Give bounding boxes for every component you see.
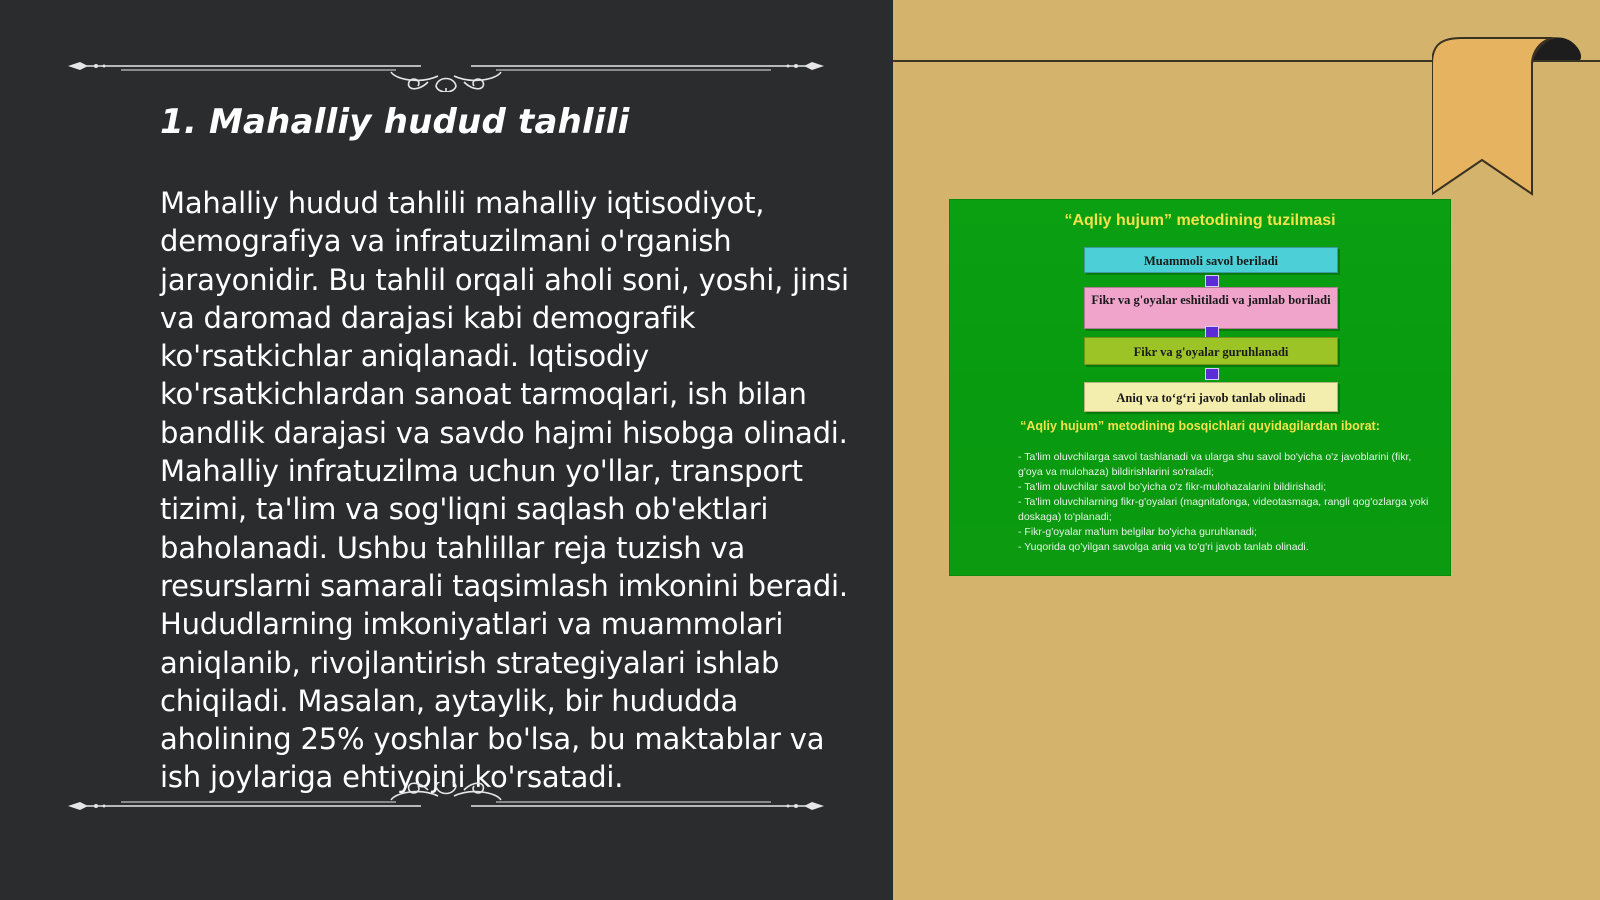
list-item: - Ta'lim oluvchilar savol bo'yicha o'z fikr-mulohazalarini bildirishadi; [1018,481,1327,493]
list-item: - Fikr-g'oyalar ma'lum belgilar bo'yicha guruhlanadi; [1018,526,1257,538]
list-item: - Ta'lim oluvchilarga savol tashlanadi va ularga shu savol bo'yicha o'z javoblarini (fikr, g'oya va mulohaza) bildirishlarini so'raladi; [1018,451,1412,478]
diagram-subtitle: “Aqliy hujum” metodining bosqichlari quyidagilardan iborat: [1020,419,1380,433]
bookmark-ribbon-icon [1432,34,1592,200]
diagram-step-4: Aniq va to‘g‘ri javob tanlab olinadi [1084,382,1338,412]
list-item: - Ta'lim oluvchilarning fikr-g'oyalari (magnitafonga, videotasmaga, rangli qog'ozlarga yoki doskaga) to'planadi; [1018,496,1429,523]
list-item: - Yuqorida qo'yilgan savolga aniq va to'g'ri javob tanlab olinadi. [1018,541,1309,553]
connector-1-icon [1205,275,1219,287]
diagram-steps-list [976,450,1434,555]
diagram-step-3: Fikr va g'oyalar guruhlanadi [1084,337,1338,365]
ornament-bottom-icon [66,782,826,832]
slide-title: 1. Mahalliy hudud tahlili [160,102,630,142]
diagram-step-1: Muammoli savol beriladi [1084,247,1338,273]
slide-body-text: Mahalliy hudud tahlili mahalliy iqtisodiyot, demografiya va infratuzilmani o'rganish jarayonidir. Bu tahlil orqali aholi soni, yoshi, jinsi va daromad darajasi kabi demografik ko'rsatkichlar aniqlanadi. Iqtisodiy ko'rsatkichlardan sanoat tarmoqlari, ish bilan bandlik darajasi va savdo hajmi hisobga olinadi. Mahalliy infratuzilma uchun yo'llar, transport tizimi, ta'lim va sog'liqni saqlash ob'ektlari baholanadi. Ushbu tahlillar reja tuzish va resurslarni samarali taqsimlash imkonini beradi. Hududlarning imkoniyatlari va muammolari aniqlanib, rivojlantirish strategiyalari ishlab chiqiladi. Masalan, aytaylik, bir hududda aholining 25% yoshlar bo'lsa, bu maktablar va ish joylariga ehtiyojni ko'rsatadi. [160,186,849,795]
diagram-title: “Aqliy hujum” metodining tuzilmasi [1064,212,1336,229]
ornament-top-icon [66,42,826,92]
connector-3-icon [1205,368,1219,380]
aqliy-hujum-diagram [950,200,1450,575]
diagram-step-2: Fikr va g'oyalar eshitiladi va jamlab boriladi [1084,287,1338,329]
